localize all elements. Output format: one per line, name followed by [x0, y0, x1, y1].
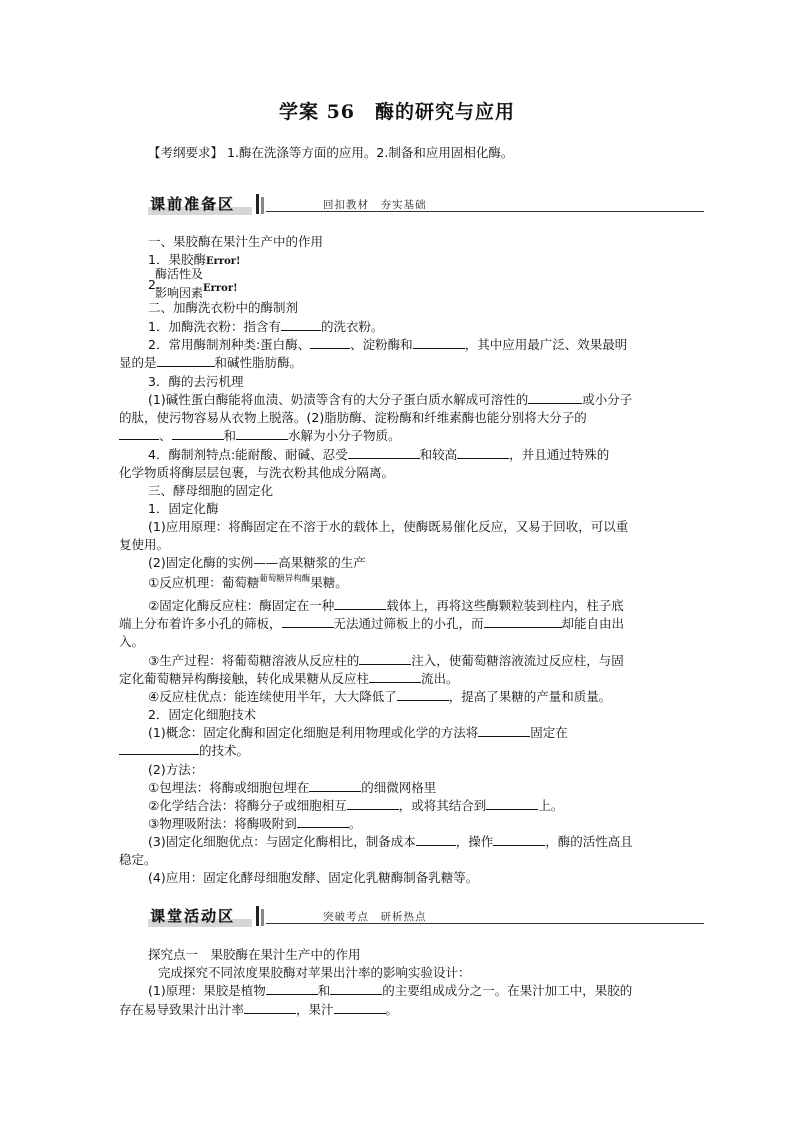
- text: 2．常用酶制剂种类:蛋白酶、: [148, 337, 311, 352]
- text-line: [148, 482, 273, 500]
- text: 、淀粉酶和: [350, 337, 413, 352]
- text: ③物理吸附法：将酶吸附到: [148, 816, 297, 831]
- blank-field[interactable]: [528, 391, 582, 404]
- blank-field[interactable]: [119, 427, 159, 440]
- text-line: [148, 833, 633, 851]
- requirement-tag: 【考纲要求】: [148, 145, 224, 160]
- blank-field[interactable]: [347, 797, 399, 810]
- text: 的技术。: [199, 743, 250, 758]
- blank-field[interactable]: [266, 982, 318, 995]
- banner-title: 课前准备区: [150, 195, 236, 213]
- text: ②固定化酶反应柱：酶固定在一种: [148, 598, 335, 613]
- text: 无法通过筛板上的小孔，而: [333, 616, 484, 631]
- blank-field[interactable]: [282, 615, 334, 628]
- section-banner-inclass: [148, 905, 704, 927]
- text: 的主要组成成分之一。在果汁加工中，果胶的: [382, 983, 633, 998]
- text: ，操作: [455, 834, 494, 849]
- text-line: [148, 797, 563, 815]
- text: ，并且通过特殊的: [509, 447, 610, 462]
- text: 1．加酶洗衣粉：指含有: [148, 319, 281, 334]
- text: ，其中应用最广泛、效果最明: [464, 337, 628, 352]
- text: 。: [385, 1002, 399, 1017]
- blank-field[interactable]: [478, 724, 530, 737]
- blank-field[interactable]: [493, 833, 545, 846]
- text-line: [148, 391, 632, 409]
- text-line: [119, 670, 459, 688]
- text-line: [148, 299, 298, 317]
- text-line: [148, 518, 628, 536]
- text: 和: [317, 983, 331, 998]
- text: 化学物质将酶层层包裹，与洗衣粉其他成分隔离。: [119, 465, 395, 480]
- requirement-text: 1.酶在洗涤等方面的应用。2.制备和应用固相化酶。: [227, 145, 514, 160]
- blank-field[interactable]: [416, 833, 456, 846]
- text: 水解为小分子物质。: [288, 428, 401, 443]
- text: 显的是: [119, 355, 157, 370]
- banner-subtitle: 回扣教材 夯实基础: [323, 199, 427, 211]
- blank-field[interactable]: [413, 336, 465, 349]
- text-line: [148, 982, 632, 1000]
- text: 二、加酶洗衣粉中的酶制剂: [148, 300, 299, 315]
- text-line: [148, 946, 361, 964]
- text: (4)应用：固定化酵母细胞发酵、固定化乳糖酶制备乳糖等。: [148, 870, 479, 885]
- text-line: [148, 706, 256, 724]
- blank-field[interactable]: [334, 1001, 386, 1014]
- text: 上。: [538, 798, 564, 813]
- blank-field[interactable]: [348, 446, 420, 459]
- text: 的洗衣粉。: [320, 319, 384, 334]
- text: (2)固定化酶的实例——高果糖浆的生产: [148, 555, 366, 570]
- text: ，果汁: [296, 1002, 334, 1017]
- text: (1)原理：果胶是植物: [148, 983, 266, 998]
- text: 流出。: [421, 671, 459, 686]
- text: 三、酵母细胞的固定化: [148, 483, 274, 498]
- text: (2)方法：: [148, 762, 204, 777]
- text: 和: [223, 428, 237, 443]
- blank-field[interactable]: [157, 354, 215, 367]
- banner-rule: [266, 923, 704, 924]
- text: 果糖。: [310, 575, 348, 590]
- blank-field[interactable]: [457, 446, 509, 459]
- text: 1．固定化酶: [148, 501, 219, 516]
- text-line: [148, 869, 478, 887]
- text: 固定在: [530, 725, 568, 740]
- text-line: [148, 446, 609, 464]
- text: ，提高了果糖的产量和质量。: [448, 689, 612, 704]
- banner-divider: [261, 197, 264, 214]
- text: (3)固定化细胞优点：与固定化酶相比，制备成本: [148, 834, 416, 849]
- text: 载体上，再将这些酶颗粒装到柱内，柱子底: [386, 598, 624, 613]
- banner-divider: [261, 909, 264, 926]
- text-line: [155, 265, 203, 283]
- text: 1．果胶酶: [148, 252, 206, 267]
- text: 葡萄糖异构酶: [259, 574, 311, 584]
- text-line: [148, 779, 436, 797]
- text: (1)应用原理：将酶固定在不溶于水的载体上，使酶既易催化反应，又易于回收，可以重: [148, 519, 629, 534]
- error-field: Error!: [203, 283, 238, 294]
- blank-field[interactable]: [310, 336, 350, 349]
- text: (1)碱性蛋白酶能将血渍、奶渍等含有的大分子蛋白质水解成可溶性的: [148, 392, 529, 407]
- section-banner-preclass: [148, 193, 704, 215]
- exam-requirement: [148, 143, 513, 161]
- text-line: [119, 633, 144, 651]
- text: 存在易导致果汁出汁率: [119, 1002, 245, 1017]
- text: 或小分子: [582, 392, 633, 407]
- banner-divider: [256, 194, 259, 214]
- blank-field[interactable]: [397, 688, 449, 701]
- blank-field[interactable]: [486, 797, 538, 810]
- text: 2.: [148, 277, 160, 292]
- text-line: [148, 688, 611, 706]
- blank-field[interactable]: [119, 742, 199, 755]
- text: 定化葡萄糖异构酶接触，转化成果糖从反应柱: [119, 671, 370, 686]
- banner-title: 课堂活动区: [150, 907, 236, 925]
- page-title: 学案 56 酶的研究与应用: [278, 101, 516, 123]
- text-line: [158, 964, 471, 982]
- text: 端上分布着许多小孔的筛板，: [119, 616, 282, 631]
- text: 和较高: [419, 447, 458, 462]
- text: 探究点一 果胶酶在果汁生产中的作用: [148, 947, 361, 962]
- error-field: Error!: [205, 256, 241, 267]
- text: 稳定。: [119, 852, 157, 867]
- text: 完成探究不同浓度果胶酶对苹果出汁率的影响实验设计：: [158, 965, 471, 980]
- text-line: [148, 574, 348, 594]
- text-line: [148, 724, 568, 742]
- banner-rule: [266, 211, 704, 212]
- text-line: [148, 500, 218, 518]
- text: 的肽，使污物容易从衣物上脱落。(2)脂肪酶、淀粉酶和纤维素酶也能分别将大分子的: [119, 410, 587, 425]
- text-line: [148, 336, 627, 354]
- text-line: [148, 318, 383, 336]
- text: 却能自由出: [561, 616, 625, 631]
- text-line: [148, 652, 624, 670]
- blank-field[interactable]: [309, 779, 361, 792]
- blank-field[interactable]: [297, 815, 349, 828]
- blank-field[interactable]: [359, 652, 411, 665]
- text-line: [148, 233, 323, 251]
- text-line: [148, 761, 203, 779]
- blank-field[interactable]: [244, 1001, 296, 1014]
- text-line: [119, 851, 157, 869]
- text-line: [148, 815, 361, 833]
- text: 复使用。: [119, 537, 170, 552]
- blank-field[interactable]: [330, 982, 382, 995]
- text-line: [119, 354, 302, 372]
- text: 3．酶的去污机理: [148, 374, 244, 389]
- text-line: [119, 464, 394, 482]
- blank-field[interactable]: [172, 427, 224, 440]
- banner-divider: [256, 906, 259, 926]
- text: 。: [348, 816, 362, 831]
- text: 、: [159, 428, 172, 443]
- text-line: [148, 597, 624, 615]
- text: ④反应柱优点：能连续使用半年，大大降低了: [148, 689, 397, 704]
- text: ①反应机理：葡萄糖: [148, 575, 260, 590]
- text: ，酶的活性高且: [545, 834, 633, 849]
- text-line: [148, 373, 243, 391]
- text-line: [119, 409, 587, 427]
- text: (1)概念：固定化酶和固定化细胞是利用物理或化学的方法将: [148, 725, 479, 740]
- text: 和碱性脂肪酶。: [214, 355, 303, 370]
- text: 一、果胶酶在果汁生产中的作用: [148, 234, 324, 249]
- text-line: [119, 427, 401, 445]
- text: 酶活性及: [155, 267, 204, 281]
- blank-field[interactable]: [334, 597, 386, 610]
- blank-field[interactable]: [236, 427, 288, 440]
- text: 4．酶制剂特点:能耐酸、耐碱、忍受: [148, 447, 348, 462]
- text: ，或将其结合到: [398, 798, 487, 813]
- text: 影响因素: [155, 286, 204, 300]
- text: ③生产过程：将葡萄糖溶液从反应柱的: [148, 653, 360, 668]
- text: 注入，使葡萄糖溶液流过反应柱，与固: [411, 653, 624, 668]
- text: ②化学结合法：将酶分子或细胞相互: [148, 798, 347, 813]
- text-line: [119, 615, 624, 633]
- text: ①包埋法：将酶或细胞包埋在: [148, 780, 310, 795]
- blank-field[interactable]: [369, 670, 421, 683]
- blank-field[interactable]: [484, 615, 562, 628]
- text-line: [119, 1001, 398, 1019]
- blank-field[interactable]: [281, 318, 321, 331]
- text: 2．固定化细胞技术: [148, 707, 256, 722]
- text: 的细微网格里: [361, 780, 437, 795]
- banner-subtitle: 突破考点 研析热点: [323, 911, 427, 923]
- text-line: [119, 536, 169, 554]
- text: 入。: [119, 634, 145, 649]
- text-line: [119, 742, 249, 760]
- text-line: [148, 554, 366, 572]
